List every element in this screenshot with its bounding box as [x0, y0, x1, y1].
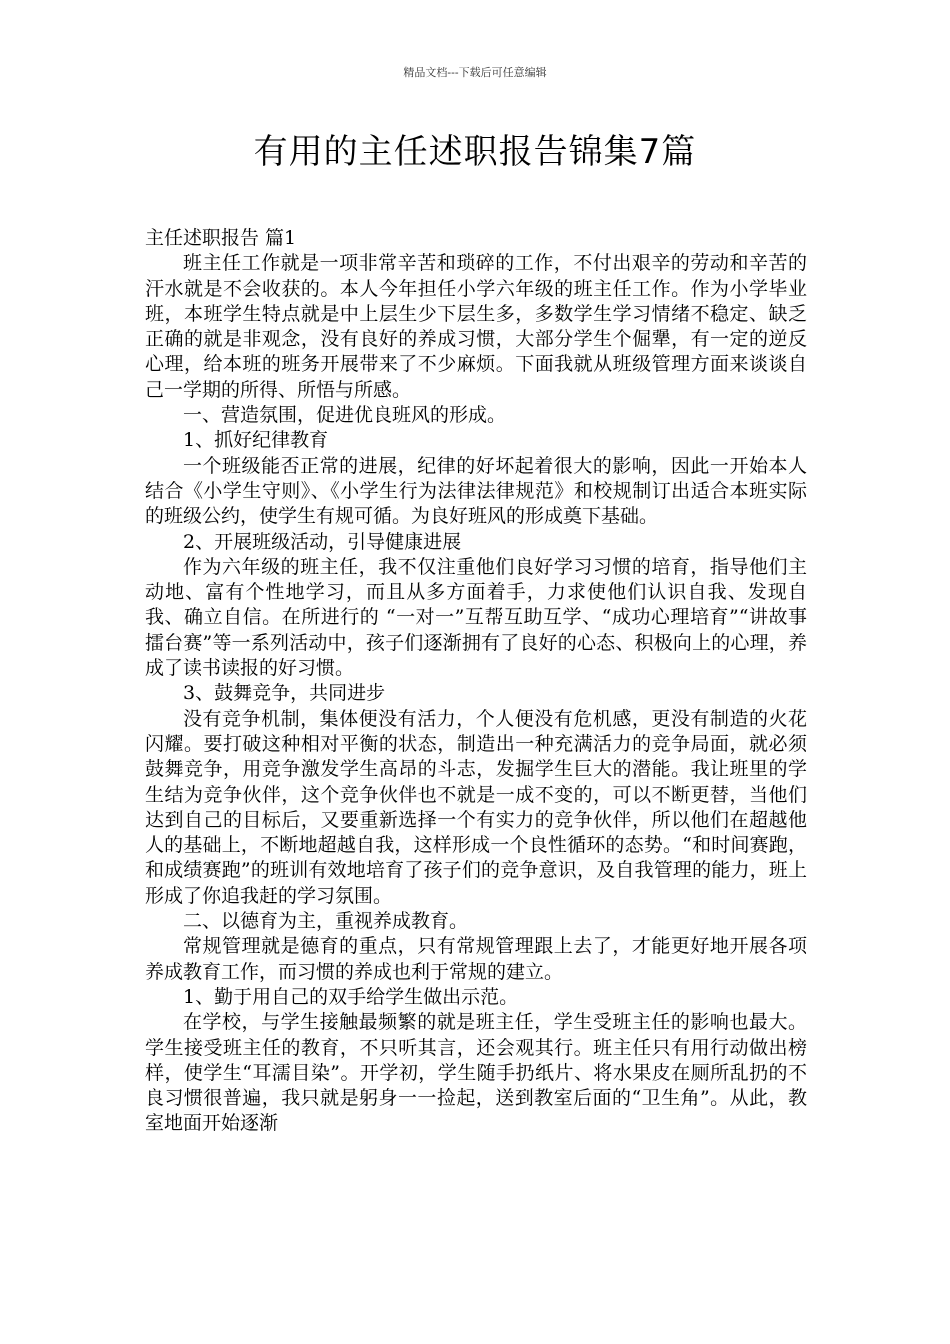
- paragraph: 一个班级能否正常的进展，纪律的好坏起着很大的影响，因此一开始本人结合《小学生守则》、《小学生行为法律法律规范》和校规制订出适合本班实际的班级公约，使学生有规可循。为良好班风的形成奠下基础。: [145, 454, 807, 528]
- paragraph-heading: 2、开展班级活动，引导健康进展: [183, 530, 462, 553]
- paragraph-heading: 一、营造氛围，促进优良班风的形成。: [183, 404, 507, 427]
- paragraph-heading: 3、鼓舞竞争，共同进步: [183, 682, 386, 705]
- paragraph-heading: 1、抓好纪律教育: [183, 429, 329, 452]
- paragraph: 作为六年级的班主任，我不仅注重他们良好学习习惯的培育，指导他们主动地、富有个性地学习，而且从多方面着手，力求使他们认识自我、发现自我、确立自信。在所进行的 “一对一”互帮互助互学、“成功心理培育”“讲故事擂台赛”等一系列活动中，孩子们逐渐拥有了良好的心态、积极向上的心理，养成了读书读报的好习惯。: [145, 555, 807, 680]
- header-note: 精品文档---下载后可任意编辑: [403, 66, 547, 79]
- paragraph-heading: 二、以德育为主，重视养成教育。: [183, 910, 469, 933]
- paragraph: 在学校，与学生接触最频繁的就是班主任，学生受班主任的影响也最大。学生接受班主任的教育，不只听其言，还会观其行。班主任只有用行动做出榜样，使学生“耳濡目染”。开学初，学生随手扔纸片、将水果皮在厕所乱扔的不良习惯很普遍，我只就是躬身一一捡起，送到教室后面的“卫生角”。从此，教室地面开始逐渐: [145, 1011, 807, 1135]
- paragraph: 没有竞争机制，集体便没有活力，个人便没有危机感，更没有制造的火花闪耀。要打破这种相对平衡的状态，制造出一种充满活力的竞争局面，就必须鼓舞竞争，用竞争激发学生高昂的斗志，发掘学生巨大的潜能。我让班里的学生结为竞争伙伴，这个竞争伙伴也不就是一成不变的，可以不断更替，当他们达到自己的目标后，又要重新选择一个有实力的竞争伙伴，所以他们在超越他人的基础上，不断地超越自我，这样形成一个良性循环的态势。“和时间赛跑，和成绩赛跑”的班训有效地培育了孩子们的竞争意识，及自我管理的能力，班上形成了你追我赶的学习氛围。: [145, 707, 807, 907]
- paragraph-heading: 1、勤于用自己的双手给学生做出示范。: [183, 985, 519, 1008]
- paragraph: 班主任工作就是一项非常辛苦和琐碎的工作，不付出艰辛的劳动和辛苦的汗水就是不会收获的。本人今年担任小学六年级的班主任工作。作为小学毕业班，本班学生特点就是中上层生少下层生多，多数学生学习情绪不稳定、缺乏正确的就是非观念，没有良好的养成习惯，大部分学生个倔犟，有一定的逆反心理，给本班的班务开展带来了不少麻烦。下面我就从班级管理方面来谈谈自己一学期的所得、所悟与所感。: [145, 252, 807, 401]
- document-title: 有用的主任述职报告锦集7篇: [253, 132, 697, 172]
- section-heading: 主任述职报告 篇1: [145, 227, 297, 249]
- document-body: [145, 226, 807, 1137]
- paragraph: 常规管理就是德育的重点，只有常规管理跟上去了，才能更好地开展各项养成教育工作，而习惯的养成也利于常规的建立。: [145, 935, 807, 983]
